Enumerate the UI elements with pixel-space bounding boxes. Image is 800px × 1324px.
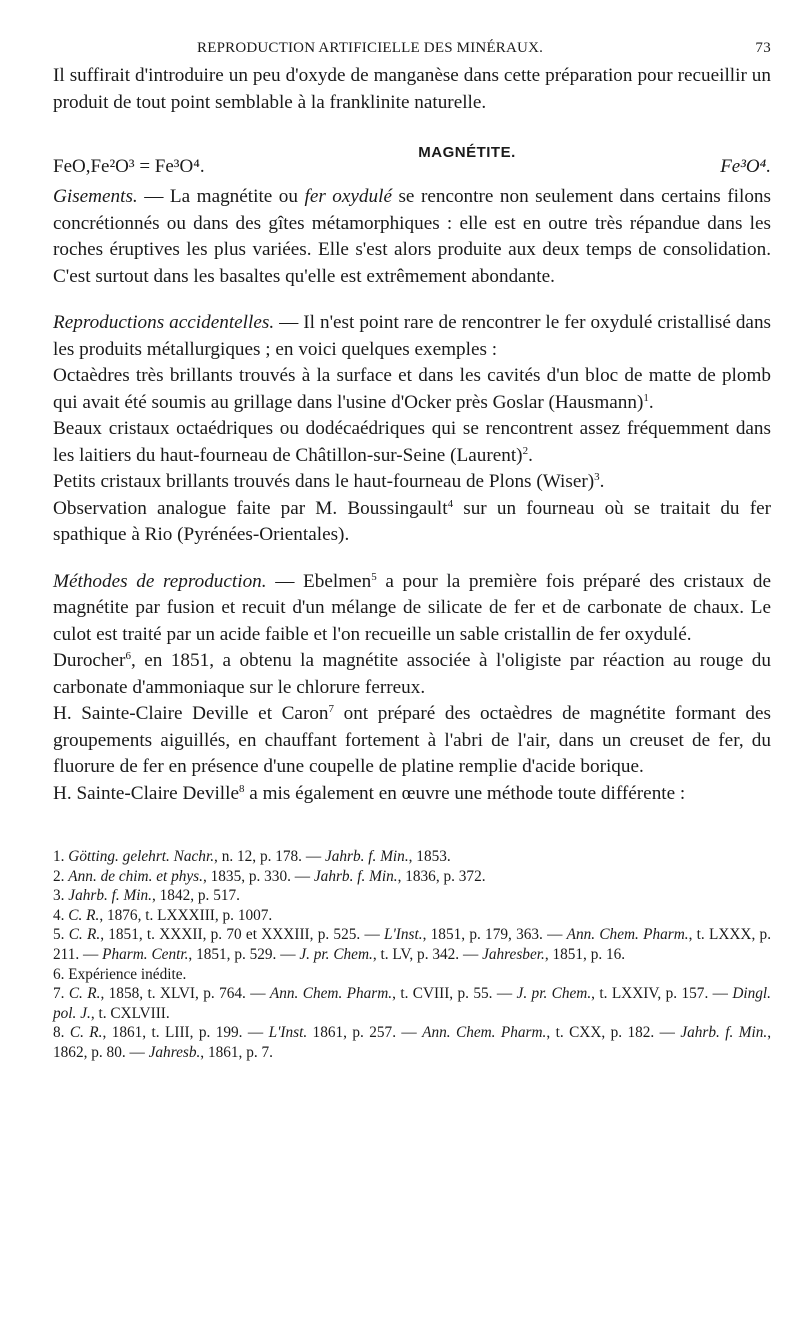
formula-line (53, 154, 771, 184)
footnote-number: 3. (53, 887, 69, 905)
durocher-paragraph (53, 648, 771, 701)
footnote-segment: , 1861, t. LIII, p. 199. — (102, 1024, 269, 1042)
gisements-text-2: se rencontre non seulement dans certains filons concrétionnés ou dans des gîtes métamorphiques : elle est en outre très répandue dans les roches éruptives les plus variées. Elle s'est alors produite aux deux temps de consolidation. C'est surtout dans les basaltes qu'elle est extrêmement abondante. (53, 186, 771, 287)
deville-text: a mis également en œuvre une méthode toute différente : (244, 782, 686, 804)
footnote-ref: 1 (643, 391, 649, 404)
body-text (53, 63, 771, 807)
section-title: MAGNÉTITE. (418, 144, 516, 161)
footnote (53, 965, 771, 985)
reproductions-item-4 (53, 496, 771, 549)
footnote-segment: J. pr. Chem. (299, 945, 373, 963)
footnote-ref: 6 (125, 650, 131, 662)
reproductions-text: — Il n'est point rare de rencontrer le fer oxydulé cristallisé dans les produits métallurgiques ; en voici quelques exemples : (53, 312, 772, 360)
footnote-segment: , 1853. (408, 848, 451, 865)
durocher-name: Durocher (53, 650, 126, 671)
footnote-segment: L'Inst. (384, 926, 423, 944)
footnote-number: 2. (53, 867, 69, 885)
footnote-number: 6. (53, 965, 69, 983)
footnote-segment: J. pr. Chem. (516, 985, 592, 1003)
footnote-ref: 7 (328, 703, 335, 715)
methodes-heading: Méthodes de reproduction. (53, 570, 267, 592)
footnote-ref: 8 (238, 782, 245, 795)
footnote-number: 4. (53, 906, 69, 924)
footnote-segment: Götting. gelehrt. Nachr. (68, 848, 215, 865)
footnote (53, 984, 771, 1023)
reproductions-item-1-text: Octaèdres très brillants trouvés à la surface et dans les cavités d'un bloc de matte de plomb qui avait été soumis au grillage dans l'usine d'Ocker près Goslar (Hausmann) (53, 365, 771, 413)
footnote-segment: Pharm. Centr. (102, 945, 189, 963)
reproductions-item-4-text-2: sur un fourneau où se traitait du fer spathique à Rio (Pyrénées-Orientales). (53, 497, 771, 545)
footnote (53, 1023, 771, 1062)
footnote-segment: Ann. Chem. Pharm. (422, 1024, 547, 1042)
formula-right: Fe³O⁴. (720, 156, 771, 177)
reproductions-paragraph (53, 310, 771, 363)
footnote-segment: , 1835, p. 330. — (202, 867, 314, 885)
footnote-segment: Ann. Chem. Pharm. (269, 985, 393, 1003)
footnote-segment: , 1861, p. 7. (200, 1043, 273, 1061)
footnote-segment: , n. 12, p. 178. — (214, 848, 325, 865)
footnote (53, 847, 771, 867)
footnote (53, 925, 771, 964)
reproductions-item-3-text: Petits cristaux brillants trouvés dans le haut-fourneau de Plons (Wiser) (53, 471, 595, 492)
gisements-heading: Gisements. (53, 186, 138, 207)
footnote-segment: Ann. Chem. Pharm. (566, 926, 689, 944)
footnote-segment: Expérience inédite. (68, 965, 187, 983)
footnote-ref: 4 (447, 497, 454, 510)
footnote-segment: , 1851, p. 179, 363. — (422, 926, 567, 944)
reproductions-item-1: Octaèdres très brillants trouvés à la surface et dans les cavités d'un bloc de matte de plomb qui avait été soumis au grillage dans l'usine d'Ocker près Goslar (Hausmann)$^1$. (53, 365, 771, 413)
deville-caron-text: ont préparé des octaèdres de magnétite formant des groupements aiguillés, en chauffant fortement à l'abri de l'air, dans un creuset de fer, du fluorure de fer en présence d'une coupelle de platine remplie d'acide borique. (53, 703, 771, 777)
running-header (53, 40, 771, 57)
methodes-text-a: — Ebelmen (266, 570, 372, 592)
page (53, 40, 771, 1063)
footnote-segment: L'Inst. (268, 1024, 308, 1042)
footnote-segment: , t. CVIII, p. 55. — (392, 985, 517, 1003)
footnote-segment: Dingl. pol. J. (53, 985, 771, 1022)
reproductions-heading: Reproductions accidentelles. (53, 312, 275, 333)
deville-caron-paragraph (53, 701, 771, 781)
durocher-text: , en 1851, a obtenu la magnétite associée à l'oligiste par réaction au rouge du carbonate d'ammoniaque sur le chlorure ferreux. (53, 650, 771, 698)
reproductions-item-2-text: Beaux cristaux octaédriques ou dodécaédriques qui se rencontrent assez fréquemment dans les laitiers du haut-fourneau de Châtillon-sur-Seine (Laurent) (53, 418, 771, 466)
footnote-number: 1. (53, 848, 69, 865)
footnote-segment: Jahrb. f. Min. (68, 887, 152, 905)
formula-left: FeO,Fe²O³ = Fe³O⁴. (53, 156, 205, 177)
footnote-segment: , 1836, p. 372. (397, 867, 486, 885)
footnote-segment: Jahrb. f. Min. (324, 848, 409, 865)
footnote (53, 906, 771, 926)
footnote-segment: Jahrb. f. Min. (680, 1024, 768, 1042)
footnote-segment: Jahresber. (482, 945, 545, 963)
reproductions-item-3: Petits cristaux brillants trouvés dans le haut-fourneau de Plons (Wiser)$^3$. (53, 471, 605, 492)
reproductions-item-4-text: Observation analogue faite par M. Boussingault (53, 497, 448, 519)
methodes-paragraph (53, 569, 771, 649)
footnote-number: 8. (53, 1024, 70, 1042)
footnote-segment: C. R. (68, 985, 101, 1003)
footnote-segment: , t. CXX, p. 182. — (546, 1024, 681, 1042)
footnote-segment: , t. CXLVIII. (90, 1004, 170, 1022)
deville-name: H. Sainte-Claire Deville (53, 782, 239, 804)
footnote-segment: , t. LV, p. 342. — (372, 945, 483, 963)
gisements-term: fer oxydulé (304, 186, 392, 207)
footnote-segment: Ann. de chim. et phys. (68, 867, 203, 885)
footnote-ref: 2 (522, 444, 529, 457)
footnote-segment: , 1851, p. 16. (544, 945, 626, 963)
footnote-segment: , 1858, t. XLVI, p. 764. — (100, 985, 270, 1003)
footnote-segment: , t. LXXX, p. 211. — (53, 926, 772, 963)
gisements-text: — La magnétite ou (137, 186, 305, 207)
footnote-segment: C. R. (68, 906, 100, 924)
running-title: REPRODUCTION ARTIFICIELLE DES MINÉRAUX. (197, 40, 544, 56)
spacer (53, 290, 771, 310)
footnote (53, 867, 771, 887)
gisements-paragraph (53, 184, 771, 290)
footnote-segment: , 1862, p. 80. — (53, 1024, 772, 1061)
methodes-text-b: a pour la première fois préparé des cristaux de magnétite par fusion et recuit d'un mélange de silicate de fer et de carbonate de chaux. Le culot est traité par un acide faible et l'on recueille un sable cristallin de fer oxydulé. (53, 570, 771, 645)
footnote-segment: Jahresb. (148, 1043, 201, 1061)
footnote-segment: C. R. (68, 926, 101, 944)
footnote-number: 7. (53, 985, 69, 1003)
footnote (53, 886, 771, 906)
footnote-segment: , 1876, t. LXXXIII, p. 1007. (99, 906, 273, 924)
footnote-segment: 1861, p. 257. — (307, 1024, 423, 1042)
page-number: 73 (755, 40, 771, 56)
footnote-number: 5. (53, 926, 69, 944)
footnote-segment: , 1842, p. 517. (152, 887, 240, 905)
deville-paragraph (53, 781, 771, 808)
footnote-segment: , t. LXXIV, p. 157. — (591, 985, 733, 1003)
footnote-segment: Jahrb. f. Min. (313, 867, 398, 885)
intro-paragraph: Il suffirait d'introduire un peu d'oxyde de manganèse dans cette préparation pour recueillir un produit de tout point semblable à la franklinite naturelle. (53, 65, 771, 113)
footnote-segment: C. R. (69, 1024, 103, 1042)
spacer (53, 549, 771, 569)
footnotes (53, 847, 771, 1063)
footnote-segment: , 1851, t. XXXII, p. 70 et XXXIII, p. 525. — (100, 926, 385, 944)
footnote-ref: 5 (371, 570, 377, 583)
footnote-ref: 3 (594, 471, 600, 483)
footnote-segment: , 1851, p. 529. — (188, 945, 300, 963)
deville-caron-names: H. Sainte-Claire Deville et Caron (53, 703, 329, 724)
reproductions-item-2: Beaux cristaux octaédriques ou dodécaédriques qui se rencontrent assez fréquemment dans les laitiers du haut-fourneau de Châtillon-sur-Seine (Laurent)$^2$. (53, 418, 771, 466)
